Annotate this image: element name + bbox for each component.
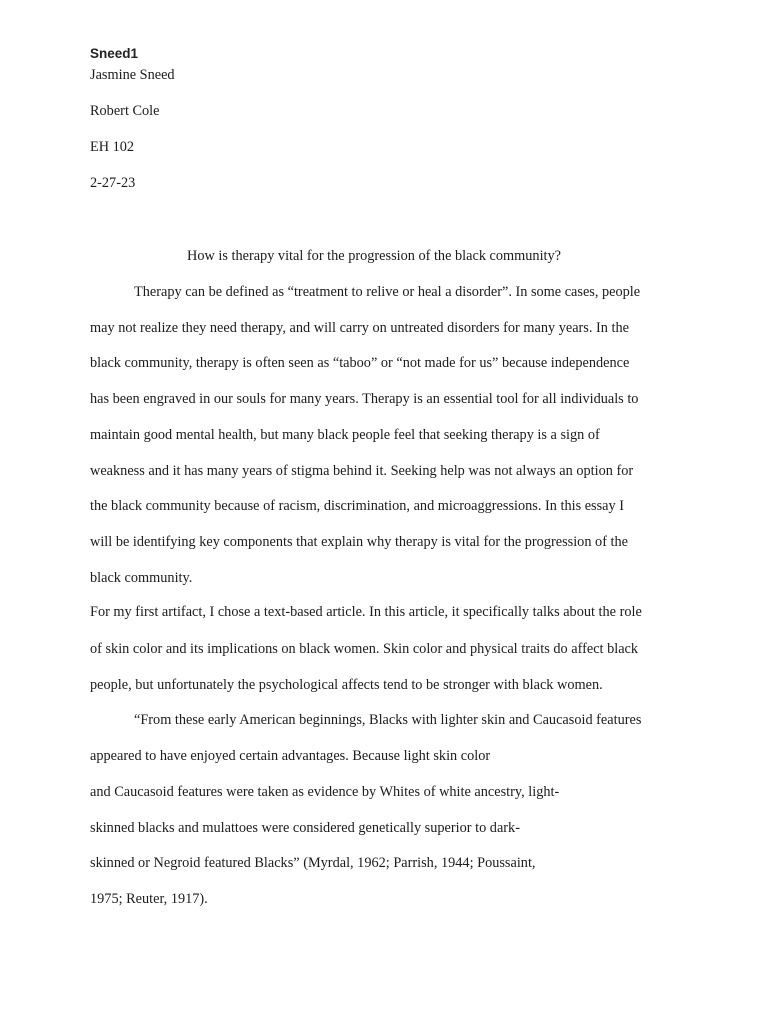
quote-line: skinned or Negroid featured Blacks” (Myrdal, 1962; Parrish, 1944; Poussaint, [90, 855, 536, 871]
quote-line: appeared to have enjoyed certain advantages. Because light skin color [90, 748, 491, 764]
body-line: may not realize they need therapy, and will carry on untreated disorders for many years. In the [90, 320, 629, 336]
body-line: black community. [90, 570, 193, 586]
body-line: maintain good mental health, but many black people feel that seeking therapy is a sign of [90, 427, 600, 443]
quote-line: “From these early American beginnings, Blacks with lighter skin and Caucasoid features [134, 712, 642, 728]
body-line: the black community because of racism, discrimination, and microaggressions. In this essay I [90, 498, 625, 514]
essay-title: How is therapy vital for the progression of the black community? [187, 248, 562, 264]
body-line: black community, therapy is often seen as “taboo” or “not made for us” because independence [90, 355, 630, 371]
quote-line: and Caucasoid features were taken as evidence by Whites of white ancestry, light- [90, 784, 560, 800]
quote-line: skinned blacks and mulattoes were considered genetically superior to dark- [90, 820, 520, 836]
body-line: Therapy can be defined as “treatment to relive or heal a disorder”. In some cases, people [134, 284, 641, 300]
body-line: weakness and it has many years of stigma behind it. Seeking help was not always an option for [90, 463, 634, 479]
quote-line: 1975; Reuter, 1917). [90, 891, 208, 907]
body-line: of skin color and its implications on black women. Skin color and physical traits do affect black [90, 641, 639, 657]
body-line: will be identifying key components that explain why therapy is vital for the progression of the [90, 534, 628, 550]
body-line: people, but unfortunately the psychological affects tend to be stronger with black women. [90, 677, 603, 693]
instructor-name: Robert Cole [90, 103, 160, 119]
essay-date: 2-27-23 [90, 175, 136, 191]
course-name: EH 102 [90, 139, 135, 155]
running-header: Sneed1 [90, 46, 139, 61]
body-line: For my first artifact, I chose a text-based article. In this article, it specifically talks about the role [90, 604, 642, 620]
student-name: Jasmine Sneed [90, 67, 175, 83]
body-line: has been engraved in our souls for many years. Therapy is an essential tool for all individuals to [90, 391, 639, 407]
